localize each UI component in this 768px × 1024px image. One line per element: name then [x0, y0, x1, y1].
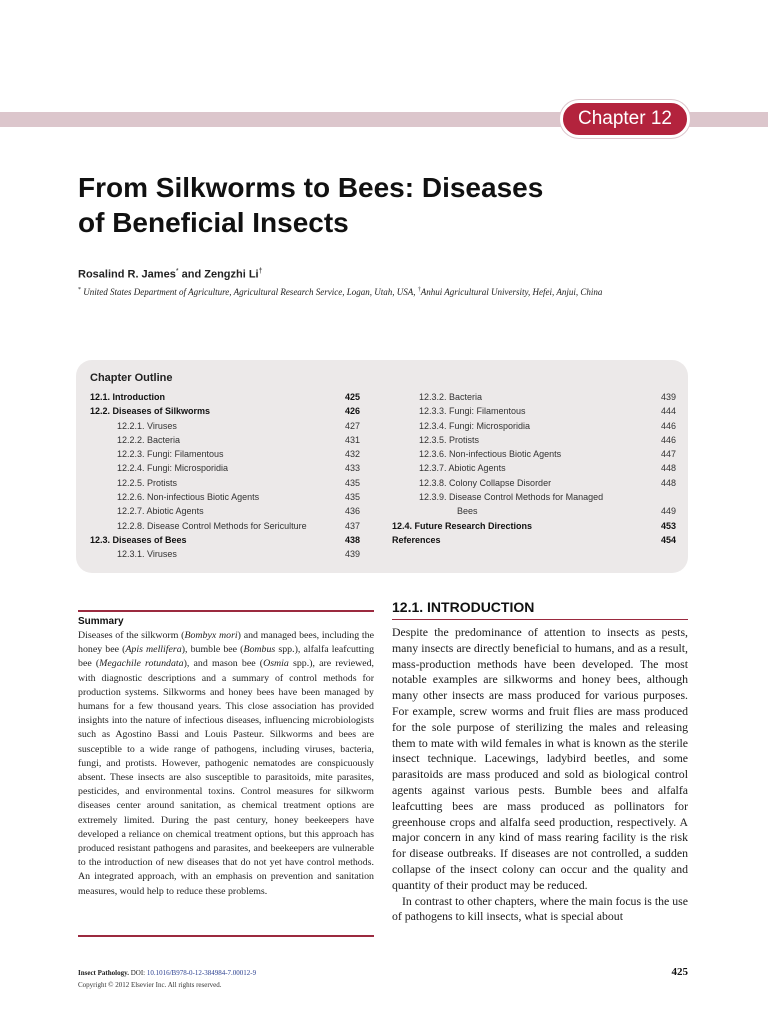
summary-bottom-rule: [78, 935, 374, 937]
toc-entry[interactable]: 12.2.8. Disease Control Methods for Sericulture 437: [117, 520, 360, 531]
affiliation-2-mark: †: [417, 287, 421, 293]
toc-entry[interactable]: 12.3. Diseases of Bees 438: [90, 534, 360, 545]
toc-entry[interactable]: 12.2.3. Fungi: Filamentous 432: [117, 449, 360, 460]
toc-entry[interactable]: 12.3.8. Colony Collapse Disorder 448: [419, 477, 676, 488]
toc-entry[interactable]: 12.2.7. Abiotic Agents 436: [117, 506, 360, 517]
affiliations: [78, 287, 718, 297]
introduction-heading: 12.1. INTRODUCTION: [392, 599, 535, 615]
chapter-label: Chapter 12: [560, 100, 690, 138]
outline-column-right: [392, 390, 676, 547]
summary-text: Diseases of the silkworm (Bombyx mori) and managed bees, including the honey bee (Apis mellifera), bumble bee (Bombus spp.), alfalfa leafcutting bee (Megachile rotundata), and mason bee (Osmia spp.), are reviewed, with diagnostic descriptions and a summary of control methods for production systems. Silkworms and honey bees have been managed by humans for a few thousand years. This close association has provided insights into the nature of infectious diseases, influencing microbiologists such as Agostino Bassi and Louis Pasteur. Silkworms and bees are susceptible to a wide range of pathogens, including viruses, bacteria, fungi, and protists. However, pathogenic nematodes are conspicuously absent. These insects are also susceptible to parasitoids, mite parasites, pesticides, and environmental toxins. Control measures for silkworm diseases center around sanitation, as chemical treatment options are extremely limited. During the past century, honey beekeepers have developed a reliance on chemical treatment options, but this approach has produced resistant pathogens and parasites, and beekeepers are vulnerable to the introduction of new diseases that do not yet have control methods. An integrated approach, with an emphasis on prevention and sanitation measures, would help to reduce these problems.: [78, 630, 375, 897]
author-2: Zengzhi Li: [204, 268, 259, 281]
summary-top-rule: [78, 610, 374, 612]
toc-entry[interactable]: 12.3.5. Protists 446: [419, 434, 676, 445]
author-2-mark: †: [258, 268, 263, 275]
affiliation-2: Anhui Agricultural University, Hefei, Anjui, China: [420, 287, 603, 297]
toc-entry[interactable]: 12.2. Diseases of Silkworms 426: [90, 406, 360, 417]
summary-heading: Summary: [78, 616, 124, 627]
footer-journal: Insect Pathology.: [78, 969, 129, 977]
outline-heading: Chapter Outline: [90, 372, 173, 384]
toc-entry-continued[interactable]: Bees 449: [457, 506, 676, 517]
toc-entry[interactable]: 12.3.6. Non-infectious Biotic Agents 447: [419, 449, 676, 460]
introduction-paragraph-2: In contrast to other chapters, where the main focus is the use of pathogens to kill insects, what is special about: [392, 893, 688, 924]
toc-entry[interactable]: 12.2.2. Bacteria 431: [117, 434, 360, 445]
toc-entry[interactable]: 12.2.1. Viruses 427: [117, 420, 360, 431]
chapter-title-line-2: of Beneficial Insects: [78, 207, 349, 238]
toc-entry[interactable]: 12.2.5. Protists 435: [117, 477, 360, 488]
chapter-outline: [76, 360, 688, 573]
toc-entry[interactable]: 12.3.3. Fungi: Filamentous 444: [419, 406, 676, 417]
footer-doi-label: DOI:: [128, 969, 147, 977]
toc-entry[interactable]: 12.4. Future Research Directions 453: [392, 520, 676, 531]
footer-copyright: Copyright © 2012 Elsevier Inc. All rights reserved.: [78, 981, 222, 989]
chapter-title: [78, 170, 678, 240]
toc-entry[interactable]: 12.2.4. Fungi: Microsporidia 433: [117, 463, 360, 474]
toc-entry[interactable]: 12.3.9. Disease Control Methods for Managed: [419, 492, 604, 503]
toc-entry[interactable]: 12.3.4. Fungi: Microsporidia 446: [419, 420, 676, 431]
chapter-title-line-1: From Silkworms to Bees: Diseases: [78, 172, 544, 203]
toc-entry[interactable]: 12.3.2. Bacteria 439: [419, 392, 676, 402]
outline-column-left: [90, 390, 360, 562]
author-1: Rosalind R. James: [78, 268, 176, 281]
toc-entry[interactable]: 12.3.7. Abiotic Agents 448: [419, 463, 676, 474]
authors: [78, 268, 263, 281]
toc-entry[interactable]: 12.3.1. Viruses 439: [117, 549, 360, 560]
introduction-paragraph-1: Despite the predominance of attention to insects as pests, many insects are directly beneficial to humans, and as a result, mass-production methods have been developed. The most notable examples are silkworms and honey bees, although many other insects are mass produced for various purposes. For example, screw worms and fruit flies are mass produced for the sole purpose of sterilizing the males and releasing them to mate with wild females in what is known as the sterile insect technique. Lacewings, ladybird beetles, and some parasitoids are mass produced and sold as biological control agents against various pests. Bumble bees and alfalfa leafcutting bees are mass produced as pollinators for greenhouse crops and alfalfa seed production, respectively. A major concern in any kind of mass rearing facility is the risk for disease outbreaks. If diseases are not controlled, a sudden collapse of the insect colony can occur and the quality and quantity of their product may be reduced.: [392, 625, 688, 892]
author-1-mark: *: [175, 268, 179, 275]
page-number: 425: [671, 966, 688, 978]
toc-entry[interactable]: References 454: [392, 534, 676, 545]
footer-doi-link[interactable]: 10.1016/B978-0-12-384984-7.00012-9: [146, 969, 257, 977]
introduction-rule: [392, 619, 688, 620]
toc-entry[interactable]: 12.2.6. Non-infectious Biotic Agents 435: [117, 492, 360, 503]
affiliation-1: United States Department of Agriculture, Agricultural Research Service, Logan, Utah, USA,: [81, 287, 418, 297]
introduction-body: [392, 625, 688, 925]
author-joiner: and: [178, 268, 205, 281]
footer-citation: [78, 969, 256, 977]
toc-entry[interactable]: 12.1. Introduction 425: [90, 392, 360, 402]
affiliation-1-mark: *: [78, 287, 81, 293]
